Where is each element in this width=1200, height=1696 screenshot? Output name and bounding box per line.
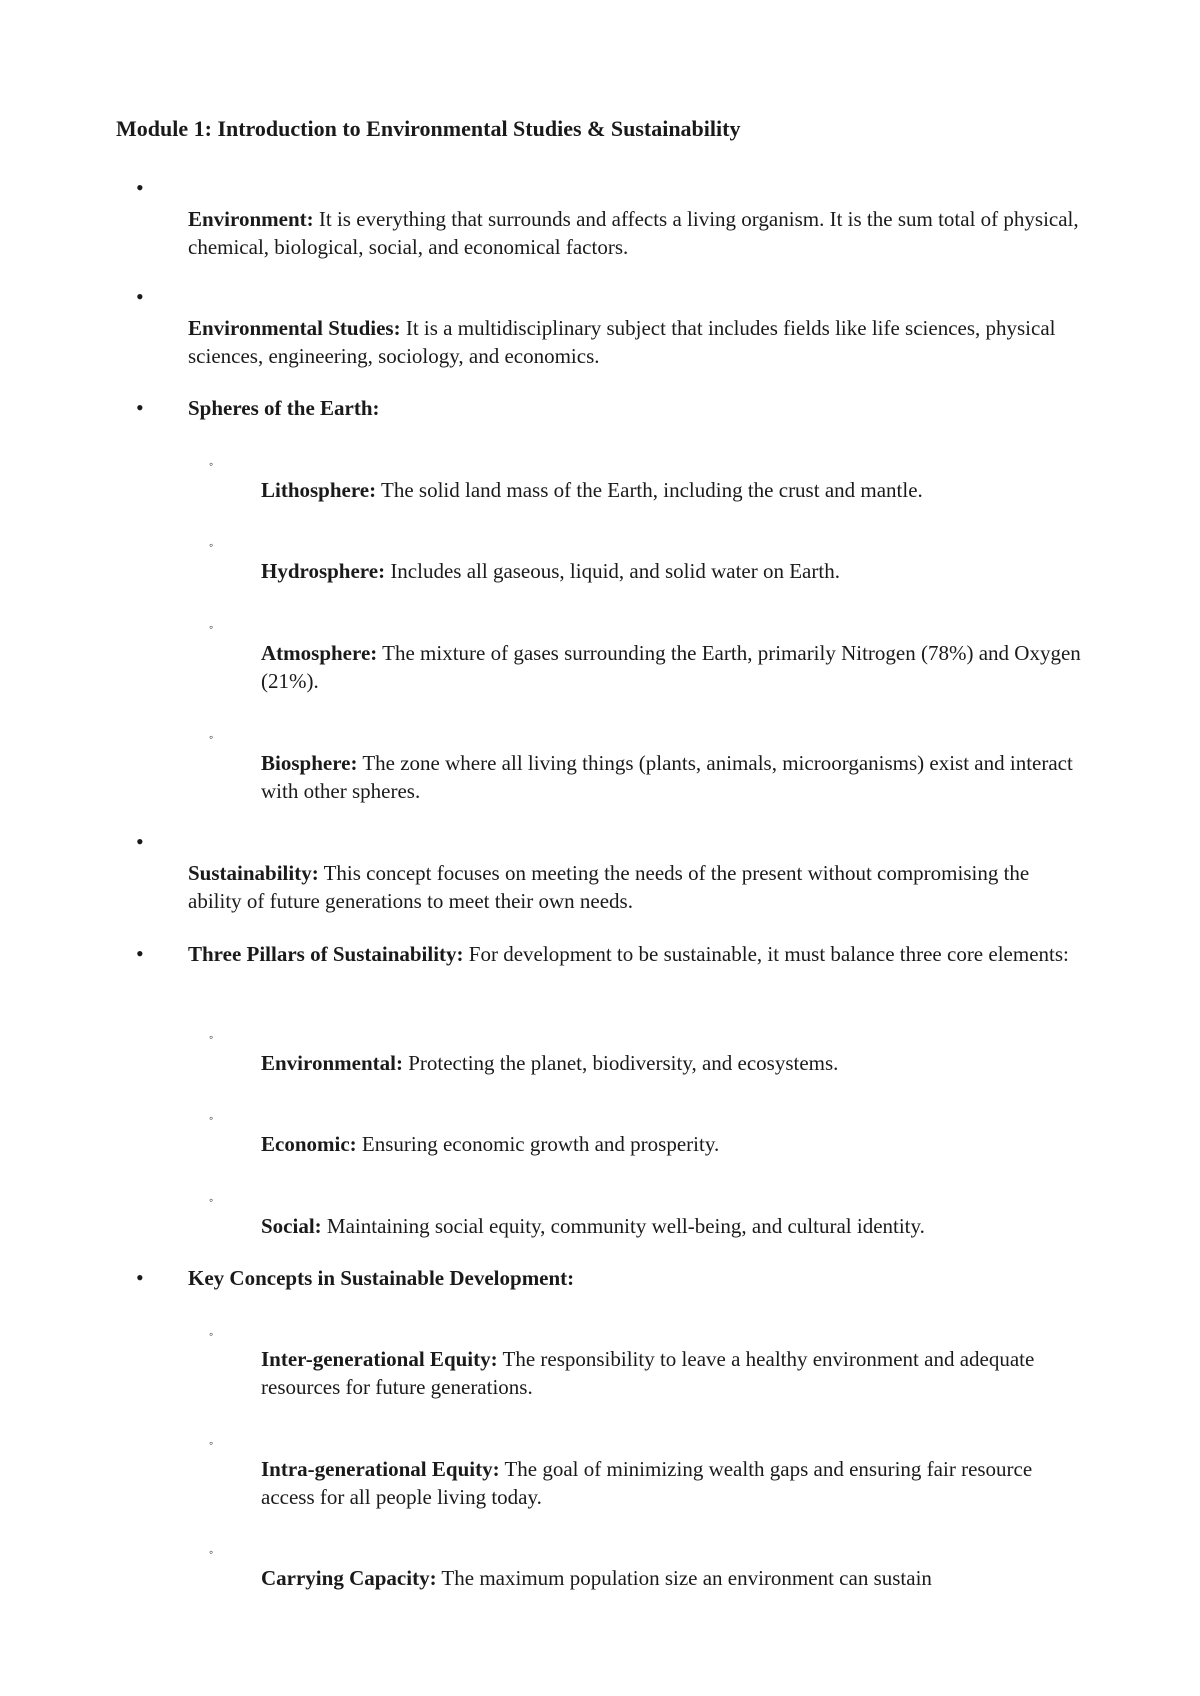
sub-bullet-glyph: ◦ [209,1436,214,1450]
sub-bullet-glyph: ◦ [209,1030,214,1044]
term-label: Biosphere: [261,751,358,775]
term-label: Intra-generational Equity: [261,1457,500,1481]
term-label: Environmental: [261,1051,403,1075]
term-label: Spheres of the Earth: [188,396,380,420]
list-item-text [188,394,1088,422]
sub-bullet-glyph: ◦ [209,1545,214,1559]
term-label: Social: [261,1214,322,1238]
term-description: The zone where all living things (plants, animals, microorganisms) exist and interact with other spheres. [261,751,1073,803]
list-item-text [188,859,1088,915]
bullet-glyph: • [136,1265,144,1290]
term-label: Carrying Capacity: [261,1566,437,1590]
sub-bullet-glyph: ◦ [209,538,214,552]
term-label: Atmosphere: [261,641,378,665]
term-description: Ensuring economic growth and prosperity. [356,1132,720,1156]
sub-bullet-glyph: ◦ [209,1327,214,1341]
term-label: Environment: [188,207,314,231]
bullet-glyph: • [136,175,144,200]
sub-list-item-text [261,639,1091,695]
term-description: This concept focuses on meeting the needs of the present without compromising the ability of future generations to meet their own needs. [188,861,1030,913]
term-label: Sustainability: [188,861,319,885]
term-label: Key Concepts in Sustainable Development: [188,1266,575,1290]
bullet-glyph: • [136,829,144,854]
sub-list-item-text [261,1130,1091,1158]
sub-list-item-text [261,749,1091,805]
term-description: It is a multidisciplinary subject that includes fields like life sciences, physical sciences, engineering, sociology, and economics. [188,316,1056,368]
term-description: The maximum population size an environment can sustain [436,1566,932,1590]
sub-bullet-glyph: ◦ [209,1111,214,1125]
term-description: For development to be sustainable, it must balance three core elements: [463,942,1069,966]
term-description: Maintaining social equity, community well-being, and cultural identity. [321,1214,925,1238]
sub-list-item-text [261,1455,1091,1511]
term-label: Environmental Studies: [188,316,401,340]
term-label: Three Pillars of Sustainability: [188,942,464,966]
sub-list-item-text [261,1049,1091,1077]
term-label: Lithosphere: [261,478,377,502]
sub-list-item-text [261,557,1091,585]
term-label: Hydrosphere: [261,559,386,583]
term-description: The solid land mass of the Earth, including the crust and mantle. [376,478,923,502]
bullet-glyph: • [136,284,144,309]
bullet-glyph: • [136,395,144,420]
term-description: The goal of minimizing wealth gaps and ensuring fair resource access for all people living today. [261,1457,1033,1509]
sub-bullet-glyph: ◦ [209,730,214,744]
sub-list-item-text [261,1345,1091,1401]
list-item-text [188,314,1088,370]
term-description: The responsibility to leave a healthy environment and adequate resources for future generations. [261,1347,1035,1399]
sub-bullet-glyph: ◦ [209,457,214,471]
list-item-text [188,205,1088,261]
term-description: Includes all gaseous, liquid, and solid water on Earth. [385,559,840,583]
sub-list-item-text [261,476,1091,504]
term-description: The mixture of gases surrounding the Earth, primarily Nitrogen (78%) and Oxygen (21%). [261,641,1081,693]
term-description: It is everything that surrounds and affects a living organism. It is the sum total of physical, chemical, biological, social, and economical factors. [188,207,1079,259]
sub-bullet-glyph: ◦ [209,620,214,634]
bullet-glyph: • [136,941,144,966]
term-label: Inter-generational Equity: [261,1347,498,1371]
term-label: Economic: [261,1132,357,1156]
sub-list-item-text [261,1212,1091,1240]
term-description: Protecting the planet, biodiversity, and ecosystems. [402,1051,839,1075]
sub-bullet-glyph: ◦ [209,1193,214,1207]
page-title: Module 1: Introduction to Environmental Studies & Sustainability [116,116,741,141]
list-item-text [188,1264,1088,1292]
sub-list-item-text [261,1564,1091,1592]
list-item-text [188,940,1088,968]
